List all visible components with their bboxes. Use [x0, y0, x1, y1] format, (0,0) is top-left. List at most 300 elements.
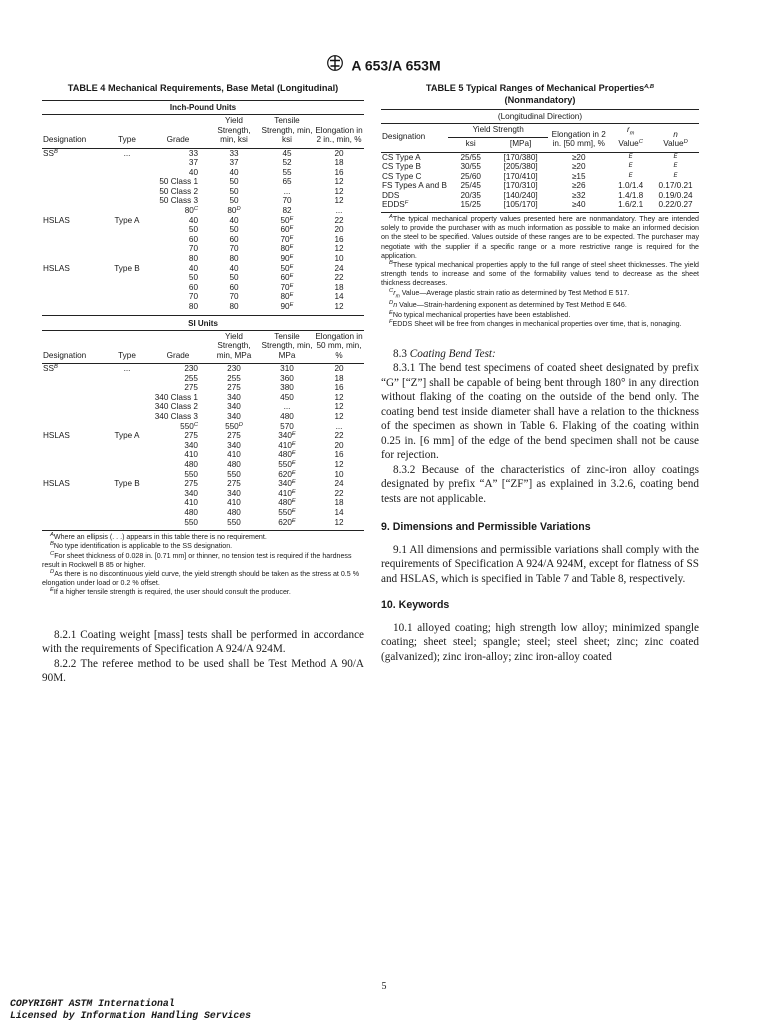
table-cell: $340^E$ — [278, 431, 296, 441]
table-cell — [42, 498, 106, 508]
table-cell: $50^E$ — [280, 215, 294, 225]
footnote-marker: E — [291, 498, 296, 505]
table-cell — [106, 508, 148, 518]
table-cell: E — [628, 172, 633, 179]
table-row — [42, 518, 364, 528]
table-cell: 0.17/0.21 — [658, 181, 693, 191]
table-cell — [42, 292, 106, 302]
table-row — [42, 264, 364, 274]
table-row — [381, 172, 699, 182]
table-cell — [42, 412, 106, 422]
table-cell: 10 — [334, 469, 344, 479]
table-cell: 12 — [334, 412, 344, 422]
table-cell: 80 — [229, 254, 239, 264]
table-cell: 20 — [334, 364, 344, 374]
table-cell: 12 — [334, 186, 344, 196]
table-cell: 255 — [184, 373, 198, 383]
table-cell — [42, 441, 106, 451]
table-cell: 1.0/1.4 — [618, 181, 644, 191]
table-row — [381, 191, 699, 201]
table-cell: 50 — [188, 225, 198, 235]
table-cell: 275 — [184, 479, 198, 489]
table-cell: 340 — [227, 440, 241, 450]
footnote-marker: E — [289, 282, 294, 289]
table-cell — [42, 206, 106, 216]
table-cell: 50 Class 3 — [159, 196, 198, 206]
table-cell: $340^E$ — [278, 479, 296, 489]
table4-footnotes — [42, 533, 364, 597]
table-cell: CS Type C — [382, 171, 422, 181]
table-cell: 12 — [334, 177, 344, 187]
table-cell: 340 — [184, 440, 198, 450]
section-10-heading: 10. Keywords — [381, 599, 450, 612]
footnote: $^D$As there is no discontinuous yield curve, the yield strength should be taken as the stress at 0.5 % elongation under load or 0.2 % offset. — [42, 569, 359, 588]
table-cell: 275 — [184, 431, 198, 441]
col-header: Yield Strength, min, MPa — [216, 331, 252, 360]
table-cell — [42, 273, 106, 283]
table-row — [42, 460, 364, 470]
table-cell: $550^C$ — [180, 421, 198, 431]
table-cell — [106, 460, 148, 470]
table-cell — [106, 470, 148, 480]
table-cell: 18 — [334, 158, 344, 168]
table-cell: $620^E$ — [278, 517, 296, 527]
table-cell: 24 — [334, 263, 344, 273]
footnote: $^E$No typical mechanical properties have been established. — [389, 309, 571, 319]
footnote: $^D$n Value—Strain-hardening exponent as determined by Test Method E 646. — [389, 300, 627, 310]
table-cell — [42, 518, 106, 528]
table-cell: $550^E$ — [278, 508, 296, 517]
copyright-line: COPYRIGHT ASTM International — [10, 998, 175, 1009]
table-cell: 1.6/2.1 — [618, 200, 644, 210]
table-cell — [42, 177, 106, 187]
footnote: $^B$No type identification is applicable to the SS designation. — [50, 541, 233, 551]
table-cell: $SS^B$ — [43, 364, 58, 374]
table-cell: 20 — [334, 225, 344, 235]
table-cell: 37 — [188, 158, 198, 168]
table-cell: 16 — [334, 383, 344, 393]
table-cell — [42, 244, 106, 254]
table-cell: E — [673, 172, 678, 179]
table-cell — [42, 383, 106, 393]
table-cell: 20 — [334, 148, 344, 158]
table-cell — [42, 508, 106, 518]
table-cell: 40 — [229, 263, 239, 273]
table-cell: 22 — [334, 215, 344, 225]
table-cell: 24 — [334, 479, 344, 489]
table-cell — [106, 196, 148, 206]
table-cell: 70 — [229, 292, 239, 302]
table-cell — [106, 168, 148, 178]
table-cell: FS Types A and B — [382, 181, 447, 191]
table-cell — [106, 498, 148, 508]
table-cell — [42, 450, 106, 460]
table-cell — [42, 393, 106, 403]
table-cell: 340 — [227, 488, 241, 498]
table-cell — [106, 244, 148, 254]
table-cell: 570 — [280, 421, 294, 431]
table-cell — [42, 283, 106, 293]
table-cell — [106, 235, 148, 245]
table-row — [42, 302, 364, 312]
col-header-n: n Value$^D$ — [663, 129, 688, 148]
table-row — [42, 168, 364, 178]
table-cell: 410 — [227, 450, 241, 460]
footnote-marker: E — [291, 469, 296, 476]
col-header: Yield Strength — [448, 123, 548, 138]
table-cell: $480^E$ — [278, 498, 296, 508]
table-cell: 40 — [188, 263, 198, 273]
table4-si-subtitle: SI Units — [188, 318, 218, 328]
table-row — [42, 393, 364, 403]
table-cell — [42, 422, 106, 432]
section-9-heading: 9. Dimensions and Permissible Variations — [381, 521, 591, 534]
table-cell: 450 — [280, 392, 294, 402]
table-row — [42, 412, 364, 422]
table-cell: ≥20 — [571, 152, 586, 162]
table-cell: 22 — [334, 431, 344, 441]
table-cell: 12 — [334, 244, 344, 254]
table-cell: 33 — [188, 148, 198, 158]
footnote-marker: E — [289, 302, 294, 308]
table-cell: ≥32 — [571, 190, 586, 200]
footnote: $^B$These typical mechanical properties apply to the full range of steel sheet thicknesses. The yield strength tends to increase and some of the formability values tend to decrease as the sheet thickness decreases. — [381, 260, 699, 288]
table-cell: 12 — [334, 196, 344, 206]
footnote: $^A$Where an ellipsis (. . .) appears in this table there is no requirement. — [50, 532, 267, 542]
astm-logo-icon — [327, 54, 343, 77]
table-row — [42, 431, 364, 441]
table-row — [42, 196, 364, 206]
paragraph-8-3-1: 8.3.1 The bend test specimens of coated sheet designated by prefix “G” [“Z”] shall be capable of being bent through 180° in any direction without flaking of the coating on the outside of the bend only. The coating bend test inside diameter shall have a relation to the thickness of the specimen as shown in Table 6. Flaking of the coating within 0.25 in. [6 mm] of the edge of the bend specimen shall not be cause for rejection. — [381, 362, 699, 462]
table-cell: ≥15 — [571, 171, 586, 181]
table-cell: 25/60 — [460, 171, 481, 181]
table-cell: ≥20 — [571, 162, 586, 172]
footnote-marker: E — [289, 263, 294, 270]
table-cell: 230 — [184, 364, 198, 374]
table-cell: 80 — [188, 254, 198, 264]
table-cell: HSLAS — [43, 479, 70, 489]
col-header: Elongation in 2 in. [50 mm], % — [551, 129, 606, 148]
table-cell: 33 — [229, 148, 239, 158]
table-cell: 1.4/1.8 — [618, 190, 644, 200]
table-cell: 70 — [188, 244, 198, 254]
col-header: Grade — [166, 350, 190, 360]
table-row — [42, 470, 364, 480]
table5-footnotes — [381, 215, 699, 329]
table-cell — [106, 292, 148, 302]
table-cell: 14 — [334, 292, 344, 302]
col-header: Tensile Strength, min, MPa — [261, 331, 313, 360]
footnote-marker: E — [291, 488, 296, 495]
table-cell: 40 — [188, 167, 198, 177]
table-cell — [42, 254, 106, 264]
table-cell — [106, 518, 148, 528]
table-cell — [106, 489, 148, 499]
table-cell: 12 — [334, 302, 344, 311]
table-cell — [42, 235, 106, 245]
table-cell: 12 — [334, 460, 344, 470]
table-cell: 410 — [184, 450, 198, 460]
page-header — [0, 54, 768, 77]
table-row — [42, 489, 364, 499]
table-cell: $80^D$ — [227, 206, 241, 216]
table-cell: 50 — [229, 186, 239, 196]
table-cell: $90^E$ — [280, 302, 294, 311]
table-cell — [42, 302, 106, 312]
table-row — [42, 450, 364, 460]
table-cell: 30/55 — [460, 162, 481, 172]
table-cell: 550 — [227, 517, 241, 527]
table-cell: 60 — [229, 234, 239, 244]
paragraph-8-2-1: 8.2.1 Coating weight [mass] tests shall be performed in accordance with the requirements of Specification A 924/A 924M. — [42, 628, 364, 656]
table-cell: 360 — [280, 373, 294, 383]
table-cell — [106, 383, 148, 393]
table-cell — [106, 187, 148, 197]
footnote-marker: E — [289, 225, 294, 232]
table-row — [42, 216, 364, 226]
table4-si-body — [42, 364, 364, 528]
footnote-marker: F — [404, 200, 409, 207]
table-cell: 12 — [334, 402, 344, 412]
table-cell: 70 — [188, 292, 198, 302]
table-cell — [42, 168, 106, 178]
table-row — [42, 292, 364, 302]
table-cell: 16 — [334, 167, 344, 177]
footnote-marker: E — [291, 460, 296, 467]
table4-si — [42, 330, 364, 528]
table-cell: Type B — [114, 479, 140, 489]
table-cell: ... — [335, 206, 343, 216]
table-cell: E — [673, 153, 678, 160]
page-number: 5 — [381, 981, 387, 992]
table-cell: ... — [123, 364, 131, 374]
footnote-marker: E — [291, 431, 296, 438]
table-cell — [106, 206, 148, 216]
footnote-marker: C — [193, 206, 198, 213]
table4-inch — [42, 114, 364, 312]
table-cell: 55 — [282, 167, 292, 177]
table-cell: 0.19/0.24 — [658, 190, 693, 200]
table-cell: 65 — [282, 177, 292, 187]
table-cell: 480 — [280, 412, 294, 422]
footnote-marker: D — [236, 206, 241, 213]
paragraph-8-3-2: 8.3.2 Because of the characteristics of zinc-iron alloy coatings designated by prefix “A” [“ZF”] as explained in 3.2.6, coating bend tests are not applicable. — [381, 463, 699, 505]
table-row — [381, 162, 699, 172]
table-cell: Type B — [114, 263, 140, 273]
table-cell: 16 — [334, 234, 344, 244]
table-cell: 255 — [227, 373, 241, 383]
footnote-marker: E — [289, 244, 294, 251]
table-cell: 16 — [334, 450, 344, 460]
footnote-marker: B — [53, 364, 58, 371]
table-row — [381, 152, 699, 162]
table-cell: 50 — [188, 273, 198, 283]
col-header: Yield Strength, min, ksi — [217, 116, 251, 144]
table5-body — [381, 152, 699, 210]
table-cell: 18 — [334, 373, 344, 383]
table-row — [42, 441, 364, 451]
table-cell: 25/45 — [460, 181, 481, 191]
table-cell: 275 — [184, 383, 198, 393]
right-body-text — [381, 347, 699, 665]
footnote-marker: E — [291, 450, 296, 457]
table-cell: 25/55 — [460, 152, 481, 162]
table-cell — [106, 158, 148, 168]
table-cell: $80^C$ — [184, 206, 198, 216]
table-cell: $410^E$ — [278, 488, 296, 498]
table-cell: ≥26 — [571, 181, 586, 191]
table-cell: 18 — [334, 498, 344, 508]
table-cell — [106, 412, 148, 422]
table5 — [381, 109, 699, 210]
table-row — [381, 181, 699, 191]
table-row — [42, 374, 364, 384]
table-cell: 22 — [334, 273, 344, 283]
table-cell: $80^E$ — [280, 292, 294, 302]
table-cell: $550^E$ — [278, 460, 296, 470]
table-cell: 14 — [334, 508, 344, 517]
table-cell: $70^E$ — [280, 282, 294, 292]
table-cell: $SS^B$ — [43, 148, 58, 158]
left-body-text — [42, 628, 364, 686]
table-cell: 410 — [184, 498, 198, 508]
table-cell — [42, 196, 106, 206]
table-cell: 40 — [229, 167, 239, 177]
table-cell: [170/380] — [503, 152, 538, 162]
table-cell: 52 — [282, 158, 292, 168]
table-row — [42, 402, 364, 412]
table-cell: [170/410] — [503, 171, 538, 181]
right-column — [381, 82, 699, 664]
table-row — [42, 422, 364, 432]
table-cell: 480 — [227, 508, 241, 517]
table-cell — [42, 158, 106, 168]
table-cell: 230 — [227, 364, 241, 374]
table-cell: 15/25 — [460, 200, 481, 210]
col-header: Elongation in 50 mm, min, % — [315, 331, 363, 360]
table-cell: 10 — [334, 254, 344, 264]
table-cell: 410 — [227, 498, 241, 508]
table-cell: CS Type A — [382, 152, 421, 162]
footnote-marker: E — [289, 215, 294, 222]
table-cell — [106, 374, 148, 384]
col-header: Type — [118, 135, 136, 144]
footnote: $^C$For sheet thickness of 0.028 in. [0.71 mm] or thinner, no tension test is required if the hardness result in Rockwell B 85 or higher. — [42, 550, 352, 569]
footnote-marker: B — [53, 148, 58, 155]
table5-caption: TABLE 5 Typical Ranges of Mechanical Properties$^{A,B}$ (Nonmandatory) — [425, 83, 655, 105]
table-cell: 50 — [229, 196, 239, 206]
table-cell — [42, 460, 106, 470]
table-cell — [106, 254, 148, 264]
table-cell — [106, 450, 148, 460]
table-cell: HSLAS — [43, 431, 70, 441]
table-row — [42, 206, 364, 216]
footnote-marker: E — [289, 273, 294, 280]
footnote-marker: E — [291, 479, 296, 486]
table-cell: 340 Class 3 — [154, 412, 198, 422]
section-8-3-heading: 8.3 Coating Bend Test: — [393, 347, 496, 360]
table-cell: [205/380] — [503, 162, 538, 172]
table-cell: 82 — [282, 206, 292, 216]
col-header: Elongation in 2 in., min, % — [315, 125, 363, 144]
table-cell: 480 — [227, 460, 241, 470]
footnote-marker: E — [291, 440, 296, 447]
table-row — [42, 273, 364, 283]
table-cell — [106, 441, 148, 451]
table-cell: 45 — [282, 148, 292, 158]
table-cell: $410^E$ — [278, 440, 296, 450]
table-cell — [42, 489, 106, 499]
table-cell: $70^E$ — [280, 234, 294, 244]
table-cell: CS Type B — [382, 162, 421, 172]
table-cell: Type A — [114, 431, 140, 441]
footnote: $^E$If a higher tensile strength is required, the user should consult the producer. — [50, 587, 291, 597]
paragraph-9-1: 9.1 All dimensions and permissible variations shall comply with the requirements of Specification A 924/A 924M, except for flatness of SS and HSLAS, which is specified in Table 7 and Table 8, respectively. — [381, 543, 699, 585]
table-row — [42, 235, 364, 245]
table-row — [42, 254, 364, 264]
table-cell: 12 — [334, 517, 344, 527]
table-cell: 60 — [229, 282, 239, 292]
col-header: Designation — [43, 135, 87, 144]
footnote-marker: E — [291, 508, 296, 514]
table-cell — [106, 225, 148, 235]
table5-direction: (Longitudinal Direction) — [497, 112, 583, 121]
table-cell — [106, 273, 148, 283]
table-cell: ≥40 — [571, 200, 586, 210]
table-row — [381, 200, 699, 210]
table-cell: 50 Class 1 — [159, 177, 198, 187]
table-cell: ... — [283, 402, 291, 412]
footnote-marker: D — [238, 421, 243, 428]
table-cell: 40 — [188, 215, 198, 225]
table-cell: 80 — [188, 302, 198, 311]
table-cell: 50 — [229, 177, 239, 187]
table-cell: 550 — [184, 517, 198, 527]
table-cell: 340 — [227, 402, 241, 412]
footnote: $^Cr_m$ Value—Average plastic strain ratio as determined by Test Method E 517. — [389, 287, 630, 300]
table-cell: 70 — [282, 196, 292, 206]
table-cell: 20 — [334, 440, 344, 450]
table-row — [42, 383, 364, 393]
table-cell: 60 — [188, 234, 198, 244]
table-cell: 340 Class 1 — [154, 392, 198, 402]
footnote-marker: E — [291, 517, 296, 524]
table-cell: 550 — [227, 469, 241, 479]
table-cell — [42, 402, 106, 412]
left-column — [42, 82, 364, 686]
table-cell: ... — [283, 186, 291, 196]
table-cell — [106, 402, 148, 412]
footnote-marker: E — [289, 234, 294, 241]
table4-caption: TABLE 4 Mechanical Requirements, Base Metal (Longitudinal) — [67, 83, 339, 93]
table-row — [42, 479, 364, 489]
table-row — [42, 283, 364, 293]
table-cell: $60^E$ — [280, 225, 294, 235]
copyright-notice — [10, 998, 251, 1022]
footnote-marker: C — [193, 421, 198, 428]
table-row — [42, 508, 364, 518]
table-row — [42, 244, 364, 254]
table-cell: DDS — [382, 190, 400, 200]
table-row — [42, 158, 364, 168]
footnote: $^A$The typical mechanical property values presented here are nonmandatory. They are intended solely to provide the purchaser with as much information as possible to make an informed decision on the steel to be specified. Values outside of these ranges are to be expected. The purchaser may negotiate with the supplier if a specific range or a more restrictive range is required for the application. — [381, 214, 699, 260]
table-cell: 20/35 — [460, 190, 481, 200]
col-header: Designation — [43, 350, 87, 360]
table-cell: 310 — [280, 364, 294, 374]
paragraph-8-2-2: 8.2.2 The referee method to be used shall be Test Method A 90/A 90M. — [42, 657, 364, 685]
table-cell: 50 — [229, 273, 239, 283]
col-header: ksi — [465, 139, 476, 148]
